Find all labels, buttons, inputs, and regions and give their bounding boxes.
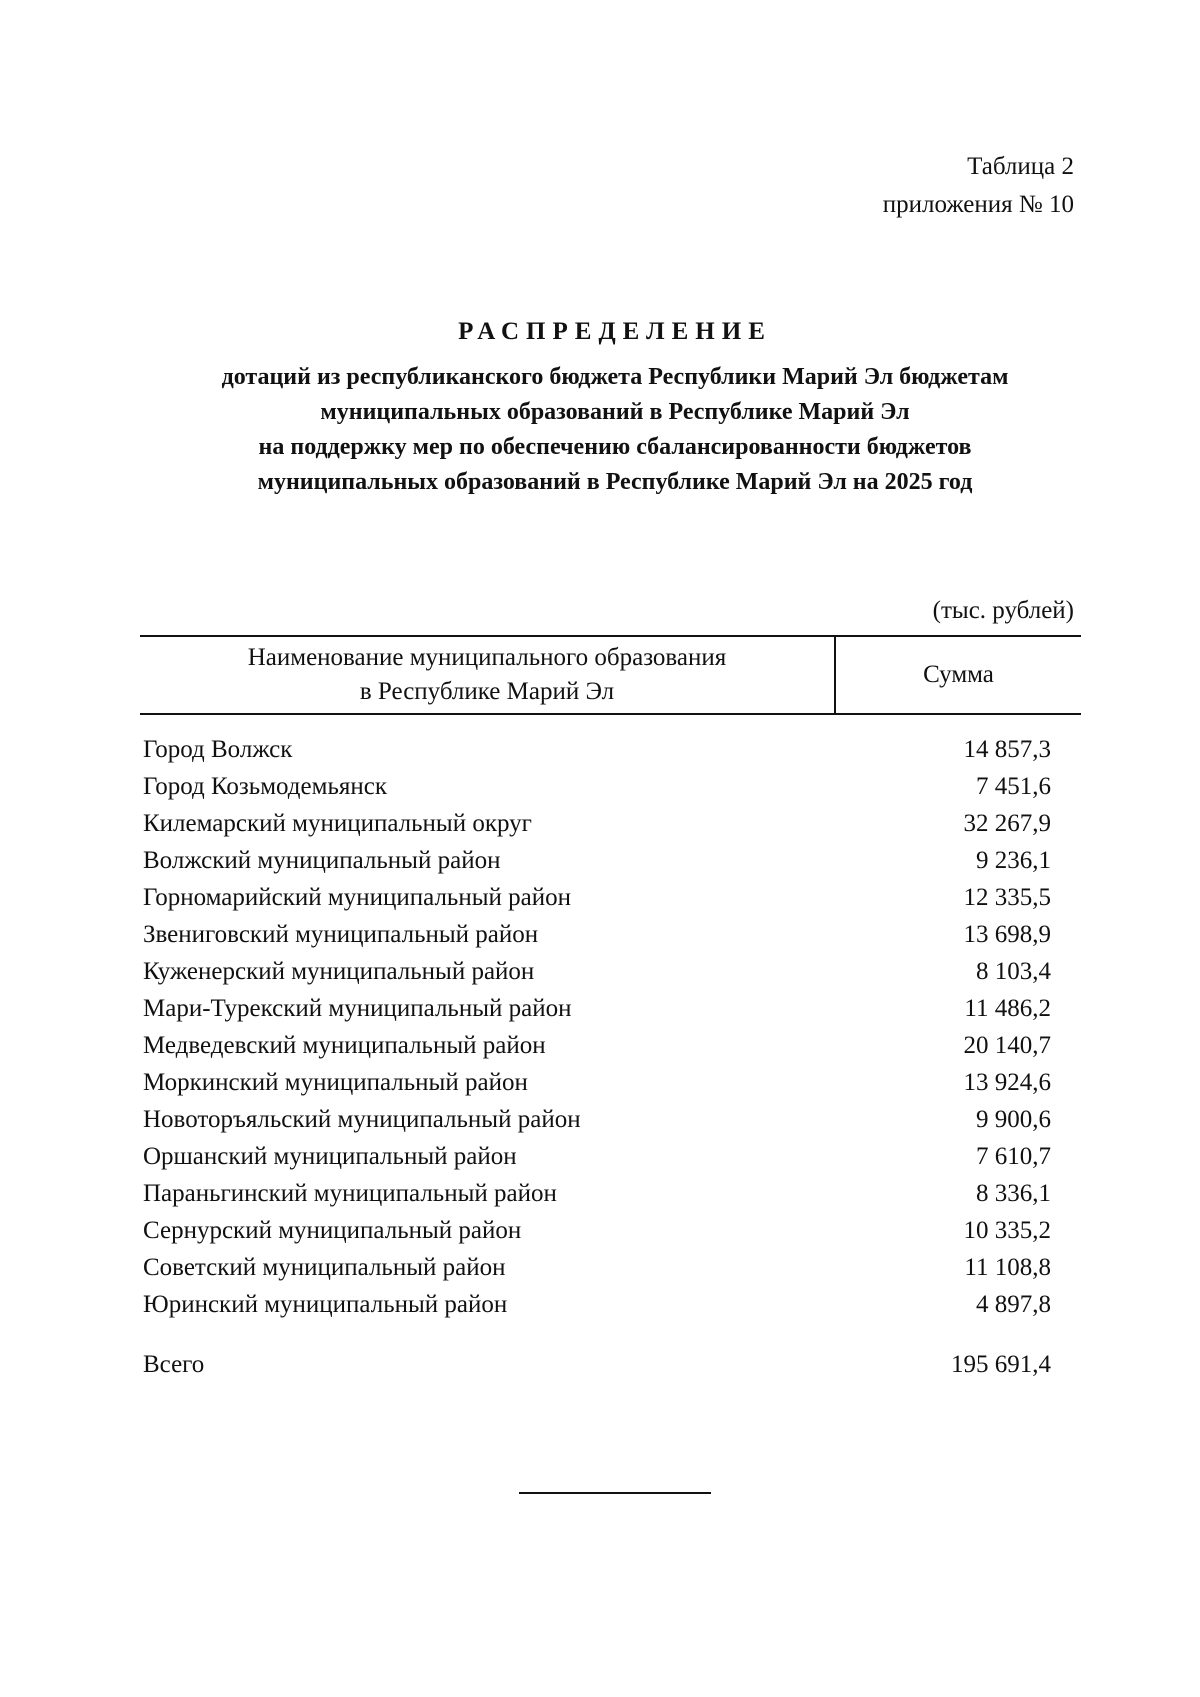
row-value: 14 857,3 bbox=[963, 736, 1051, 763]
distribution-table bbox=[140, 635, 1081, 1383]
row-value: 9 236,1 bbox=[976, 847, 1051, 874]
column-header-name-line: Наименование муниципального образования bbox=[247, 644, 727, 671]
row-name: Сернурский муниципальный район bbox=[143, 1217, 522, 1244]
table-reference bbox=[883, 148, 1074, 224]
row-value: 12 335,5 bbox=[963, 884, 1051, 911]
row-value: 32 267,9 bbox=[963, 810, 1051, 837]
row-value: 20 140,7 bbox=[963, 1032, 1051, 1059]
total-row bbox=[140, 1346, 1081, 1383]
row-name: Звениговский муниципальный район bbox=[143, 921, 539, 948]
row-name: Мари-Турекский муниципальный район bbox=[143, 995, 572, 1022]
end-divider bbox=[519, 1492, 711, 1494]
title-line: муниципальных образований в Республике Марий Эл на 2025 год bbox=[257, 469, 973, 495]
table-row bbox=[140, 990, 1081, 1027]
title-line: на поддержку мер по обеспечению сбалансированности бюджетов bbox=[258, 434, 972, 460]
row-name: Новоторъяльский муниципальный район bbox=[143, 1106, 581, 1133]
table-row bbox=[140, 1286, 1081, 1323]
row-name: Моркинский муниципальный район bbox=[143, 1069, 528, 1096]
document-title bbox=[100, 312, 1130, 500]
table-row bbox=[140, 768, 1081, 805]
table-row bbox=[140, 1249, 1081, 1286]
table-header bbox=[140, 635, 1081, 715]
table-row bbox=[140, 953, 1081, 990]
row-name: Волжский муниципальный район bbox=[143, 847, 501, 874]
row-value: 7 451,6 bbox=[976, 773, 1051, 800]
title-line: муниципальных образований в Республике Марий Эл bbox=[320, 399, 910, 425]
table-row bbox=[140, 1101, 1081, 1138]
table-row bbox=[140, 916, 1081, 953]
title-line: дотаций из республиканского бюджета Республики Марий Эл бюджетам bbox=[221, 364, 1009, 390]
row-value: 13 924,6 bbox=[963, 1069, 1051, 1096]
table-number: Таблица 2 bbox=[967, 153, 1074, 180]
title-subtitle bbox=[100, 360, 1130, 500]
units-label: (тыс. рублей) bbox=[932, 597, 1074, 624]
table-body bbox=[140, 731, 1081, 1323]
row-name: Город Козьмодемьянск bbox=[143, 773, 387, 800]
table-row bbox=[140, 1212, 1081, 1249]
row-value: 8 336,1 bbox=[976, 1180, 1051, 1207]
appendix-number: приложения № 10 bbox=[882, 191, 1074, 218]
table-row bbox=[140, 805, 1081, 842]
total-value: 195 691,4 bbox=[951, 1351, 1051, 1378]
row-name: Горномарийский муниципальный район bbox=[143, 884, 571, 911]
row-value: 11 486,2 bbox=[964, 995, 1051, 1022]
row-name: Советский муниципальный район bbox=[143, 1254, 506, 1281]
row-name: Медведевский муниципальный район bbox=[143, 1032, 546, 1059]
row-value: 10 335,2 bbox=[963, 1217, 1051, 1244]
row-name: Город Волжск bbox=[143, 736, 293, 763]
row-name: Параньгинский муниципальный район bbox=[143, 1180, 557, 1207]
row-value: 9 900,6 bbox=[976, 1106, 1051, 1133]
table-row bbox=[140, 1138, 1081, 1175]
table-row bbox=[140, 731, 1081, 768]
row-value: 11 108,8 bbox=[964, 1254, 1051, 1281]
table-row bbox=[140, 1064, 1081, 1101]
row-value: 4 897,8 bbox=[976, 1291, 1051, 1318]
table-row bbox=[140, 1027, 1081, 1064]
column-header-name bbox=[140, 637, 836, 713]
row-name: Оршанский муниципальный район bbox=[143, 1143, 517, 1170]
column-header-sum: Сумма bbox=[923, 661, 994, 688]
column-header-name-line: в Республике Марий Эл bbox=[359, 678, 615, 705]
total-label: Всего bbox=[143, 1351, 205, 1378]
row-value: 8 103,4 bbox=[976, 958, 1051, 985]
row-name: Куженерский муниципальный район bbox=[143, 958, 535, 985]
table-row bbox=[140, 842, 1081, 879]
row-value: 13 698,9 bbox=[963, 921, 1051, 948]
row-name: Килемарский муниципальный округ bbox=[143, 810, 532, 837]
row-value: 7 610,7 bbox=[976, 1143, 1051, 1170]
table-row bbox=[140, 879, 1081, 916]
row-name: Юринский муниципальный район bbox=[143, 1291, 508, 1318]
table-row bbox=[140, 1175, 1081, 1212]
title-main: РАСПРЕДЕЛЕНИЕ bbox=[458, 318, 772, 345]
